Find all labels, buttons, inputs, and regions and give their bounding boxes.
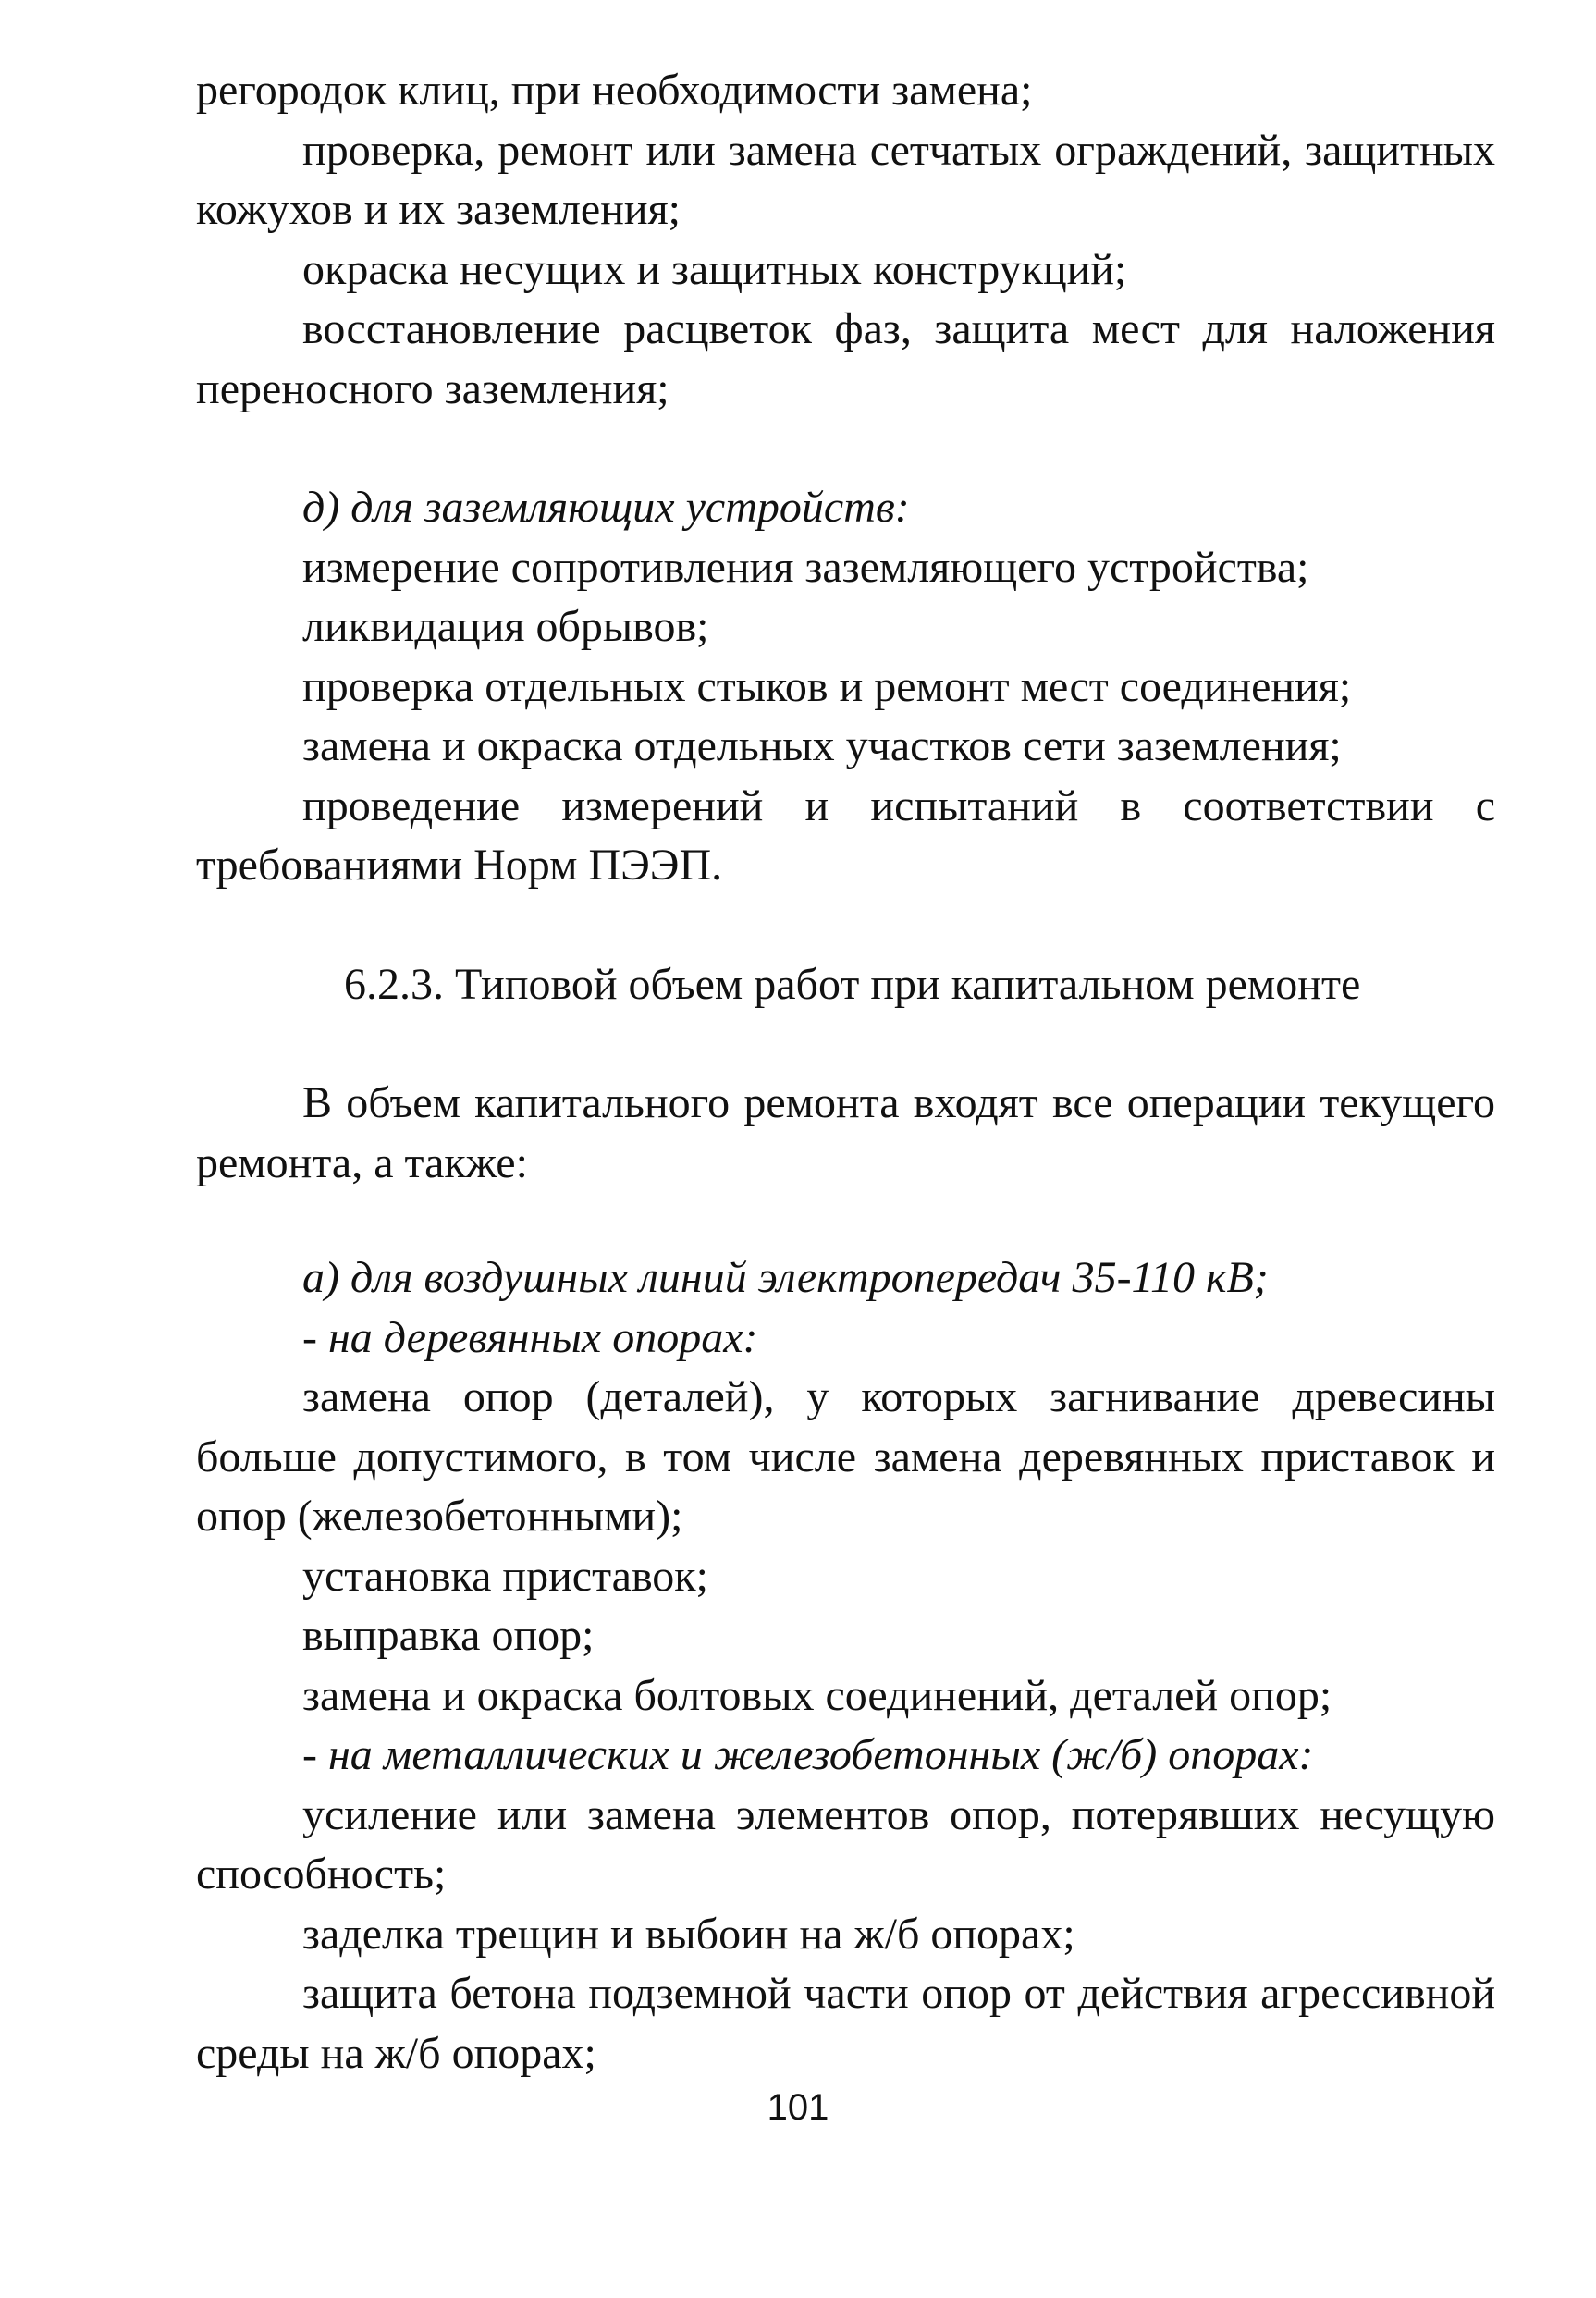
subsection-subtitle: - на деревянных опорах: — [302, 1312, 758, 1362]
list-item: установка приставок; — [302, 1551, 708, 1601]
list-item: заделка трещин и выбоин на ж/б опорах; — [302, 1909, 1075, 1959]
list-item: окраска несущих и защитных конструкций; — [302, 244, 1127, 294]
page-number: 101 — [767, 2087, 829, 2128]
list-item: защита бетона подземной части опор от действия агрессивной среды на ж/б опорах; — [196, 1969, 1495, 2078]
list-item: ликвидация обрывов; — [302, 602, 709, 651]
list-item: замена и окраска болтовых соединений, деталей опор; — [302, 1670, 1332, 1720]
subsection-title: д) для заземляющих устройств: — [302, 483, 910, 532]
list-item: проверка отдельных стыков и ремонт мест соединения; — [302, 661, 1352, 711]
list-item: замена опор (деталей), у которых загнивание древесины больше допустимого, в том числе замена деревянных приставок и опор (железобетонными); — [196, 1372, 1495, 1541]
document-page — [196, 61, 1495, 2083]
list-item: усиление или замена элементов опор, потерявших несущую способность; — [196, 1789, 1495, 1899]
list-item: проверка, ремонт или замена сетчатых ограждений, защитных кожухов и их заземления; — [196, 125, 1495, 234]
list-item: проведение измерений и испытаний в соответствии с требованиями Норм ПЭЭП. — [196, 780, 1495, 890]
paragraph-continuation: регородок клиц, при необходимости замена; — [196, 66, 1033, 115]
list-item: измерение сопротивления заземляющего устройства; — [302, 542, 1309, 592]
section-heading: 6.2.3. Типовой объем работ при капитальном ремонте — [344, 959, 1361, 1009]
subsection-title: а) для воздушных линий электропередач 35-110 кВ; — [302, 1253, 1269, 1302]
list-item: замена и окраска отдельных участков сети заземления; — [302, 721, 1342, 770]
list-item: выправка опор; — [302, 1611, 595, 1660]
body-paragraph: В объем капитального ремонта входят все операции текущего ремонта, а также: — [196, 1078, 1495, 1187]
list-item: восстановление расцветок фаз, защита мест для наложения переносного заземления; — [196, 304, 1495, 413]
subsection-subtitle: - на металлических и железобетонных (ж/б) опорах: — [302, 1730, 1314, 1779]
